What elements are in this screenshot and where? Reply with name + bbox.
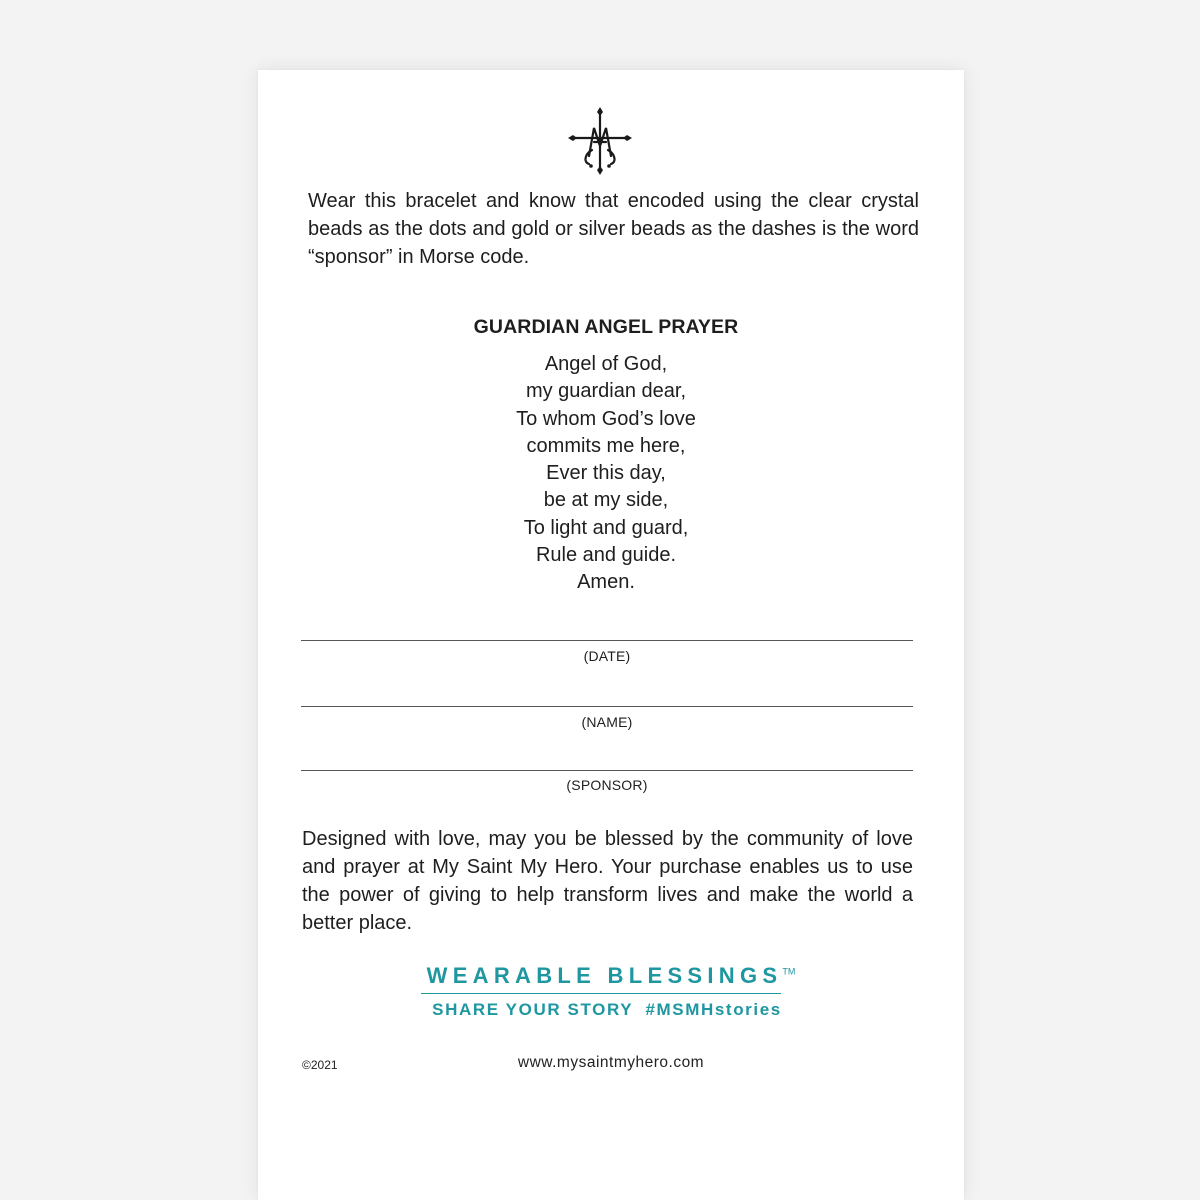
prayer-line: Ever this day, bbox=[546, 462, 666, 485]
sponsor-label: (SPONSOR) bbox=[566, 777, 648, 793]
prayer-line: Rule and guide. bbox=[535, 544, 677, 567]
prayer-line: To whom God’s love bbox=[516, 407, 696, 430]
brand-logo bbox=[421, 963, 801, 989]
date-signature-line bbox=[301, 640, 913, 641]
website-url: www.mysaintmyhero.com bbox=[517, 1054, 705, 1071]
intro-paragraph: Wear this bracelet and know that encoded using the clear crystal beads as the dots and gold or silver beads as the dashes is the word “sponsor” in Morse code. bbox=[308, 190, 919, 268]
prayer-verses bbox=[258, 351, 954, 597]
brand-name: WEARABLE BLESSINGS bbox=[426, 963, 783, 988]
copyright-notice: ©2021 bbox=[302, 1058, 338, 1072]
brand-tagline: SHARE YOUR STORY #MSMHstories bbox=[432, 1000, 782, 1019]
sponsor-signature-line bbox=[301, 770, 913, 771]
name-label: (NAME) bbox=[581, 714, 633, 730]
name-signature-line bbox=[301, 706, 913, 707]
prayer-line: be at my side, bbox=[543, 489, 669, 512]
trademark-mark: TM bbox=[782, 966, 796, 977]
prayer-line: commits me here, bbox=[526, 434, 686, 457]
prayer-title: GUARDIAN ANGEL PRAYER bbox=[473, 316, 739, 338]
closing-paragraph: Designed with love, may you be blessed by the community of love and prayer at My Saint My Hero. Your purchase enables us to use the power of giving to help transform lives and make the world a better place. bbox=[302, 828, 913, 934]
prayer-line: my guardian dear, bbox=[525, 380, 687, 403]
brand-underline bbox=[421, 993, 781, 994]
prayer-line: To light and guard, bbox=[523, 516, 689, 539]
prayer-card bbox=[258, 70, 964, 1200]
marian-cross-monogram-icon bbox=[567, 106, 633, 176]
prayer-line: Angel of God, bbox=[544, 353, 668, 375]
date-label: (DATE) bbox=[583, 648, 631, 664]
prayer-line: Amen. bbox=[577, 571, 635, 594]
